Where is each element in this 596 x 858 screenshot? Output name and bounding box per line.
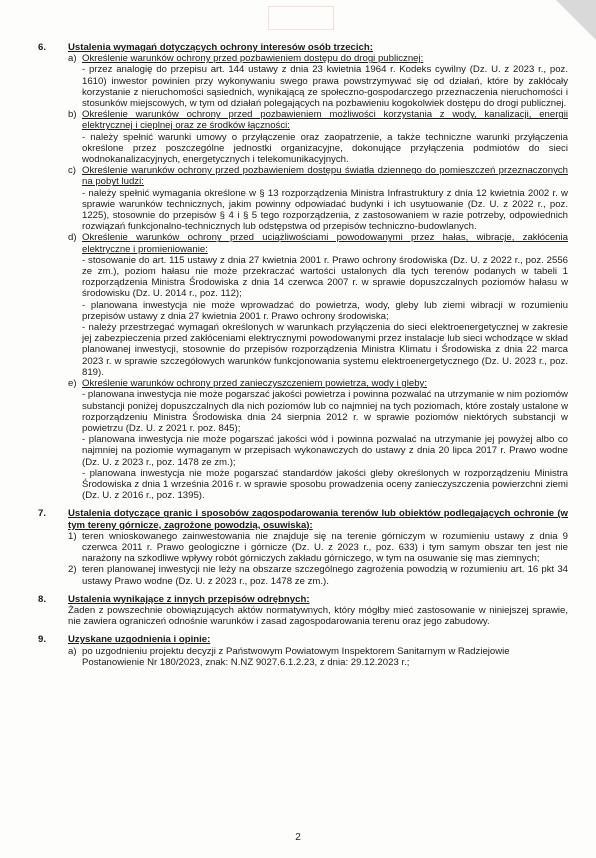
subsection-letter: a): [68, 645, 77, 657]
paragraph: - planowana inwestycja nie może wprowadzać do powietrza, wody, gleby lub ziemi wibracji w rozumieniu przepisów ustawy z dnia 27 kwietnia 2001 r. Prawo ochrony środowiska;: [82, 299, 568, 322]
faded-stamp: [268, 6, 334, 30]
item-text: teren planowanej inwestycji nie leży na obszarze szczególnego zagrożenia powodzią w rozumieniu art. 16 pkt 34 ustawy Prawo wodne (Dz. U. z 2023 r., poz. 1478 ze zm.).: [82, 564, 568, 587]
subsection-e: [68, 378, 568, 501]
subsection-heading: Określenie warunków ochrony przed pozbawieniem możliwości korzystania z wody, kanalizacji, energii elektrycznej i cieplnej oraz ze środków łączności:: [82, 109, 568, 132]
document-content: [38, 42, 568, 668]
page-number: 2: [295, 832, 301, 843]
section-6: [38, 42, 568, 501]
paragraph: - planowana inwestycja nie może pogarszać jakości wód i powinna pozwalać na utrzymanie jej powyżej albo co najmniej na poziomie wymaganym w przepisach wykonawczych do ustawy z dnia 20 lipca 2017 r. Prawo wodne (Dz. U. z 2023 r., poz. 1478 ze zm.);: [82, 434, 568, 468]
section-title: Ustalenia dotyczące granic i sposobów zagospodarowania terenów lub obiektów podlegających ochronie (w tym tereny górnicze, zagrożone powodzią, osuwiska):: [68, 508, 568, 531]
section-title: Ustalenia wymagań dotyczących ochrony interesów osób trzecich:: [68, 42, 373, 53]
subsection-letter: a): [68, 53, 77, 65]
paragraph: - należy spełnić wymagania określone w § 13 rozporządzenia Ministra Infrastruktury z dnia 12 kwietnia 2002 r. w sprawie warunków technicznych, jakim powinny odpowiadać budynki i ich usytuowanie (Dz. U. z 2022 r., poz. 1225), stosownie do przepisów § 4 i § 5 tego rozporządzenia, z zastosowaniem w razie potrzeby, odpowiednich rozwiązań funkcjonalno-technicznych lub odstępstwa od przepisów techniczno-budowlanych.: [82, 187, 568, 233]
section-number: 6.: [38, 42, 47, 53]
paragraph: - planowana inwestycja nie może pogarszać jakości powietrza i powinna pozwalać na utrzymanie w nim poziomów substancji poniżej dopuszczalnych dla nich poziomów lub co najmniej na tych poziomach, które zostały ustalone w rozporządzeniu Ministra Środowiska dnia 24 sierpnia 2012 r. w sprawie poziomów niektórych substancji w powietrzu (Dz. U. z 2021 r. poz. 845);: [82, 389, 568, 434]
section-8: [38, 594, 568, 628]
subsection-b: [68, 109, 568, 165]
paragraph: po uzgodnieniu projektu decyzji z Państwowym Powiatowym Inspektorem Sanitarnym w Radziejowie: [82, 645, 510, 657]
subsection-letter: e): [68, 378, 77, 390]
subsection-heading: Określenie warunków ochrony przed zanieczyszczeniem powietrza, wody i gleby:: [82, 378, 427, 390]
item-number: 1): [68, 530, 77, 542]
subsection-heading: Określenie warunków ochrony przed pozbawieniem dostępu światła dziennego do pomieszczeń przeznaczonych na pobyt ludzi:: [82, 165, 568, 188]
subsection-a: [68, 646, 568, 668]
section-title: Ustalenia wynikające z innych przepisów odrębnych:: [68, 593, 310, 605]
subsection-c: [68, 165, 568, 232]
section-number: 9.: [38, 634, 47, 646]
item-number: 2): [68, 564, 77, 576]
section-7: [38, 508, 568, 586]
paragraph: - przez analogię do przepisu art. 144 ustawy z dnia 23 kwietnia 1964 r. Kodeks cywilny (Dz. U. z 2023 r., poz. 1610) inwestor powinien przy wykonywaniu swego prawa powstrzymywać się od działań, które by zakłócały korzystanie z nieruchomości sąsiednich, wynikającą ze społeczno-gospodarczego przeznaczenia nieruchomości i stosunków miejscowych, w tym od działań polegających na pozbawieniu kogokolwiek dostępu do drogi publicznej.: [82, 64, 568, 110]
paragraph: - należy przestrzegać wymagań określonych w warunkach przyłączenia do sieci elektroenergetycznej w zakresie jej zabezpieczenia przed zakłóceniami elektrycznymi powodowanymi przez instalacje lub sieci wchodzące w skład planowanej inwestycji, stosownie do przepisów rozporządzenia Ministra Klimatu i Środowiska z dnia 22 marca 2023 r. w sprawie szczegółowych warunków funkcjonowania systemu elektroenergetycznego (Dz. U. 2023 r., poz. 819).: [82, 322, 568, 378]
list-item: [68, 531, 568, 565]
list-item: [68, 564, 568, 586]
subsection-a: [68, 53, 568, 109]
subsection-heading: Określenie warunków ochrony przed pozbawieniem dostępu do drogi publicznej:: [82, 53, 424, 65]
section-number: 8.: [38, 593, 47, 605]
subsection-heading: Określenie warunków ochrony przed uciążliwościami powodowanymi przez hałas, wibracje, zakłócenia elektryczne i promieniowanie:: [82, 232, 568, 255]
paragraph: Postanowienie Nr 180/2023, znak: N.NZ 9027.6.1.2.23, z dnia: 29.12.2023 r.;: [82, 656, 410, 668]
subsection-letter: b): [68, 109, 77, 121]
section-9: [38, 634, 568, 668]
paragraph: - planowana inwestycja nie może pogarszać standardów jakości gleby określonych w rozporządzeniu Ministra Środowiska z dnia 1 września 2016 r. w sprawie sposobu prowadzenia oceny zanieczyszczenia powierzchni ziemi (Dz. U. z 2016 r., poz. 1395).: [82, 467, 568, 502]
section-title: Uzyskane uzgodnienia i opinie:: [68, 634, 211, 646]
item-text: teren wnioskowanego zainwestowania nie znajduje się na terenie górniczym w rozumieniu ustawy z dnia 9 czerwca 2011 r. Prawo geologiczne i górnicze (Dz. U. z 2023 r., poz. 633) i tym samym obszar ten jest nie narażony na szkodliwe wpływy robót górniczych zakładu górniczego, w tym na osuwanie się mas ziemnych;: [82, 530, 568, 565]
section-number: 7.: [38, 508, 47, 520]
paragraph: - należy spełnić warunki umowy o przyłączenie oraz zaopatrzenie, a także techniczne warunki przyłączenia określone przez poszczególne jednostki organizacyjne, dokonujące przyłączenia podmiotów do sieci wodnokanalizacyjnych, energetycznych i telekomunikacyjnych.: [82, 131, 568, 166]
paragraph: - stosowanie do art. 115 ustawy z dnia 27 kwietnia 2001 r. Prawo ochrony środowiska (Dz. U. z 2022 r., poz. 2556 ze zm.), poziom hałasu nie może przekraczać wartości ustalonych dla tych terenów podanych w tabeli 1 rozporządzenia Ministra Środowiska z dnia 14 czerwca 2007 r. w sprawie dopuszczalnych poziomów hałasu w środowisku (Dz. U. 2014 r., poz. 112);: [82, 254, 568, 300]
page-corner-fold: [556, 0, 596, 40]
subsection-letter: c): [68, 165, 76, 177]
paragraph: Żaden z powszechnie obowiązujących aktów normatywnych, który mógłby mieć zastosowanie w niniejszej sprawie, nie zawiera ograniczeń odnośnie warunków i zasad zagospodarowania terenu oraz jego zabudowy.: [68, 604, 568, 628]
subsection-d: [68, 232, 568, 378]
subsection-letter: d): [68, 232, 77, 244]
